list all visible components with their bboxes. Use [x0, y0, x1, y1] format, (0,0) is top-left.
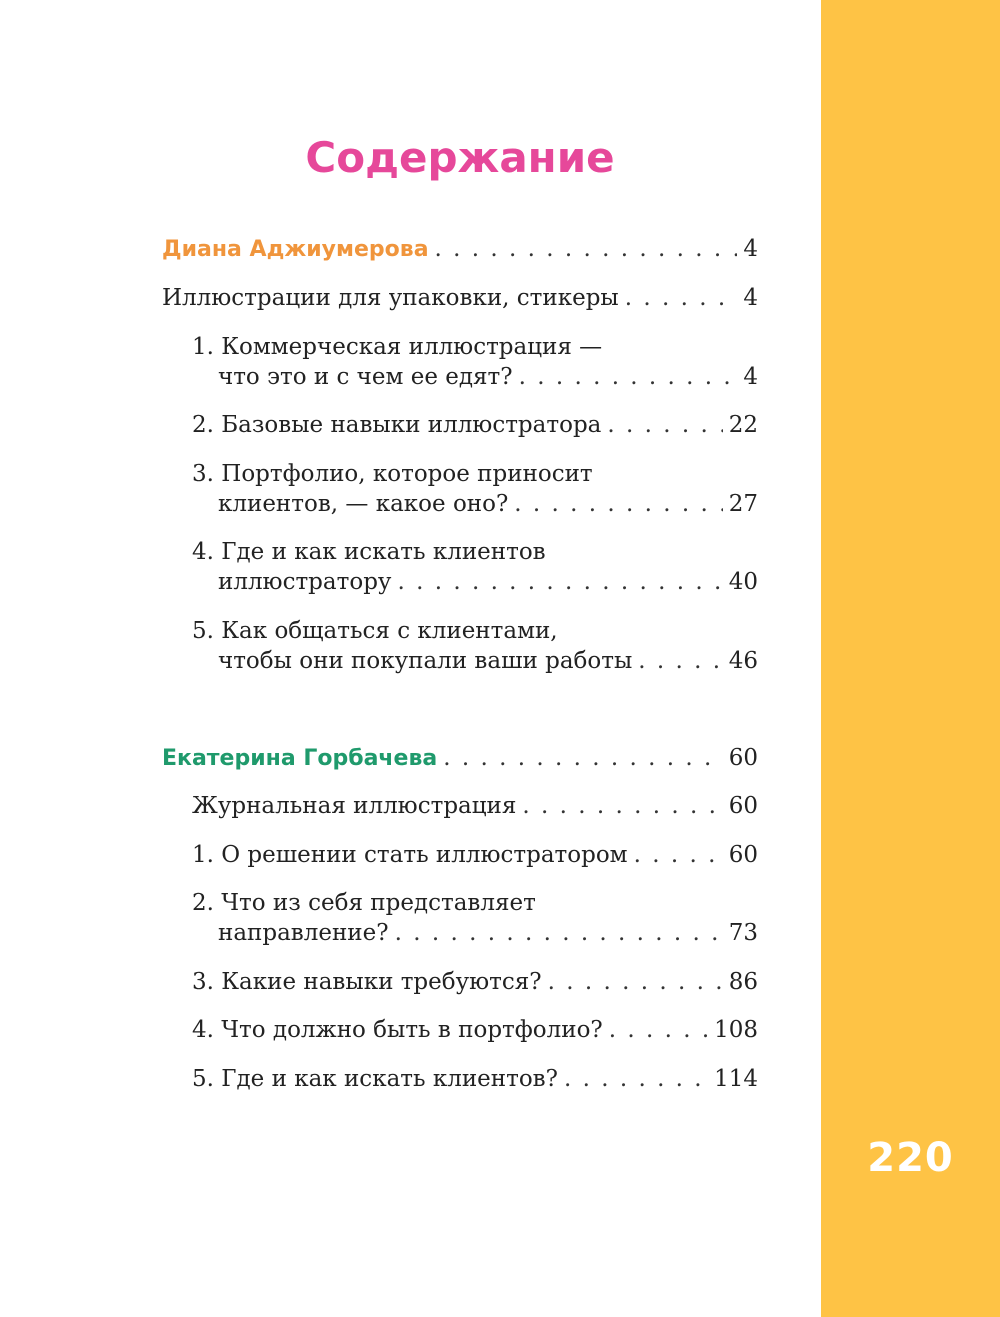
- page-ref: 27: [728, 491, 758, 517]
- page-ref: 22: [728, 412, 758, 438]
- page-ref: 4: [743, 236, 758, 262]
- dot-leader: [397, 567, 722, 597]
- chapter-title: 4. Что должно быть в портфолио?: [192, 1017, 603, 1043]
- chapter-title: 3. Какие навыки требуются?: [192, 969, 542, 995]
- toc-chapter[interactable]: [192, 1015, 758, 1045]
- toc-course-2[interactable]: [192, 791, 758, 821]
- dot-leader: [395, 918, 723, 948]
- dot-leader: [435, 234, 738, 264]
- toc-chapter[interactable]: [192, 332, 758, 392]
- page-ref: 40: [728, 569, 758, 595]
- dot-leader: [519, 362, 738, 392]
- page-ref: 114: [714, 1066, 758, 1092]
- toc-chapter[interactable]: [192, 537, 758, 597]
- chapter-title-cont: направление?: [218, 920, 389, 946]
- author-name: Екатерина Горбачева: [162, 746, 438, 771]
- dot-leader: [625, 283, 738, 313]
- dot-leader: [634, 840, 723, 870]
- page-ref: 60: [728, 793, 758, 819]
- chapter-title: 5. Где и как искать клиентов?: [192, 1066, 558, 1092]
- toc-chapter[interactable]: [192, 459, 758, 519]
- page-ref: 46: [728, 648, 758, 674]
- chapter-title-cont: что это и с чем ее едят?: [218, 364, 513, 390]
- page-ref: 60: [728, 745, 758, 771]
- chapter-title-cont: иллюстратору: [218, 569, 392, 595]
- chapter-title: 3. Портфолио, которое приносит: [192, 461, 593, 487]
- side-color-band: [821, 0, 1000, 1317]
- toc-chapter[interactable]: [192, 616, 758, 676]
- page-ref: 73: [728, 920, 758, 946]
- page-ref: 108: [714, 1017, 758, 1043]
- dot-leader: [638, 646, 722, 676]
- chapter-title-cont: клиентов, — какое оно?: [218, 491, 509, 517]
- chapter-title: 5. Как общаться с клиентами,: [192, 618, 558, 644]
- dot-leader: [514, 489, 722, 519]
- toc-author-2[interactable]: [162, 743, 758, 773]
- dot-leader: [607, 410, 722, 440]
- toc-course-1[interactable]: [162, 283, 758, 313]
- course-title: Журнальная иллюстрация: [192, 793, 517, 819]
- chapter-title: 2. Что из себя представляет: [192, 890, 536, 916]
- toc-author-1[interactable]: [162, 234, 758, 264]
- chapter-title: 1. О решении стать иллюстратором: [192, 842, 628, 868]
- page-ref: 4: [743, 364, 758, 390]
- dot-leader: [609, 1015, 708, 1045]
- page-ref: 86: [728, 969, 758, 995]
- chapter-title: 2. Базовые навыки иллюстратора: [192, 412, 602, 438]
- chapter-title: 4. Где и как искать клиентов: [192, 539, 546, 565]
- chapter-title-cont: чтобы они покупали ваши работы: [218, 648, 633, 674]
- page-title: Содержание: [305, 133, 615, 182]
- page-number: 220: [867, 1135, 954, 1181]
- toc-chapter[interactable]: [192, 888, 758, 948]
- dot-leader: [548, 967, 723, 997]
- toc-chapter[interactable]: [192, 1064, 758, 1094]
- toc-chapter[interactable]: [192, 410, 758, 440]
- dot-leader: [522, 791, 722, 821]
- toc-chapter[interactable]: [192, 967, 758, 997]
- chapter-title: 1. Коммерческая иллюстрация —: [192, 334, 603, 360]
- author-name: Диана Аджиумерова: [162, 237, 429, 262]
- dot-leader: [443, 743, 722, 773]
- page-ref: 4: [743, 285, 758, 311]
- dot-leader: [564, 1064, 708, 1094]
- page-ref: 60: [728, 842, 758, 868]
- toc-chapter[interactable]: [192, 840, 758, 870]
- course-title: Иллюстрации для упаковки, стикеры: [162, 285, 619, 311]
